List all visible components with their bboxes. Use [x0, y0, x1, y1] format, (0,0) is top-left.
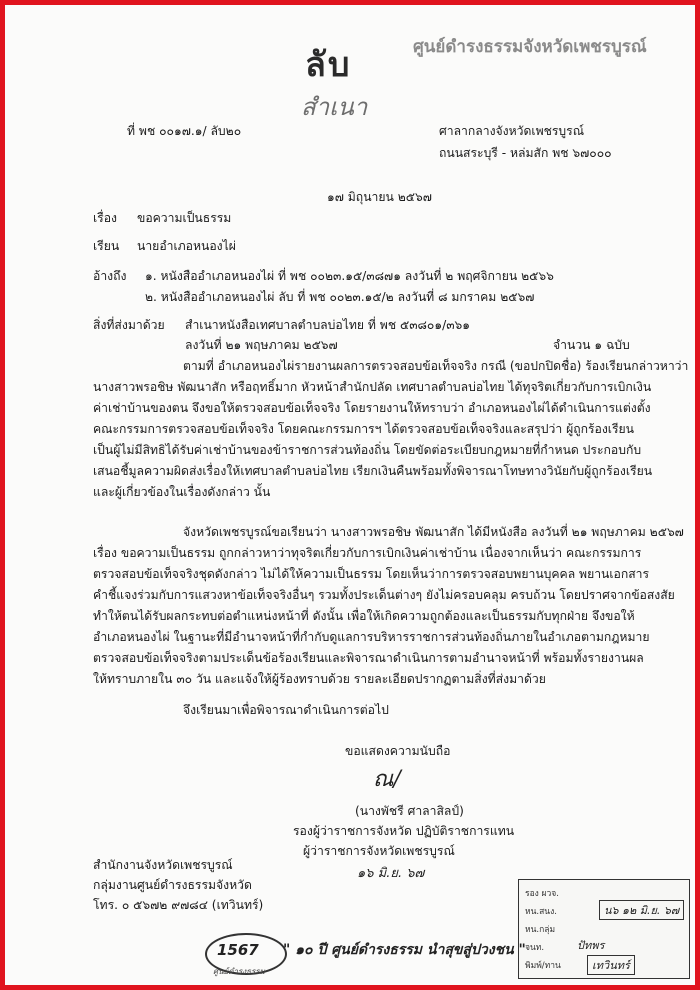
routing-box — [518, 879, 690, 979]
center-name-stamp: ศูนย์ดำรงธรรมจังหวัดเพชรบูรณ์ — [413, 37, 647, 57]
copy-stamp: สำเนา — [301, 93, 368, 121]
regards-line: ขอแสดงความนับถือ — [345, 744, 451, 758]
body-line: เป็นผู้ไม่มีสิทธิได้รับค่าเช่าบ้านของข้าราชการส่วนท้องถิ่น โดยขัดต่อระเบียบกฎหมายที่กำหนด ประกอบกับ — [93, 443, 642, 457]
routing-row-label: หน.กลุ่ม — [525, 925, 556, 935]
routing-row-label: พิมพ์/ทาน — [525, 961, 561, 971]
routing-row-label: รอง ผวจ. — [525, 889, 559, 899]
reference-item: ๑. หนังสืออำเภอหนองไผ่ ที่ พช ๐๐๒๓.๑๕/๓๘๗๑ ลงวันที่ ๒ พฤศจิกายน ๒๕๖๖ — [145, 269, 554, 283]
body-line: จังหวัดเพชรบูรณ์ขอเรียนว่า นางสาวพรอชิษ พัฒนาสัก ได้มีหนังสือ ลงวันที่ ๒๑ พฤษภาคม ๒๕๖๗ — [183, 525, 684, 539]
signatory-name: (นางพัชรี ศาลาสิลป์) — [355, 804, 464, 818]
footer-slogan: " ๑๐ ปี ศูนย์ดำรงธรรม นำสุขสู่ปวงชน " — [283, 942, 526, 958]
routing-value: เทวินทร์ — [587, 955, 635, 975]
body-line: ตามที่ อำเภอหนองไผ่รายงานผลการตรวจสอบข้อเท็จจริง กรณี (ขอปกปิดชื่อ) ร้องเรียนกล่าวหาว่า — [183, 359, 689, 373]
logo-subtitle: ศูนย์ดำรงธรรม — [213, 967, 265, 976]
document-date: ๑๗ มิถุนายน ๒๕๖๗ — [327, 190, 432, 204]
signature-mark: ณ/ — [373, 767, 401, 792]
footer-unit: กลุ่มงานศูนย์ดำรงธรรมจังหวัด — [93, 878, 252, 892]
signature-date-note: ๑๖ มิ.ย. ๖๗ — [357, 866, 425, 881]
body-line: นางสาวพรอชิษ พัฒนาสัก หรือฤทธิ์มาก หัวหน้าสำนักปลัด เทศบาลตำบลบ่อไทย ได้ทุจริตเกี่ยวกับการเบิกเงิน — [93, 380, 652, 394]
closing-line: จึงเรียนมาเพื่อพิจารณาดำเนินการต่อไป — [183, 703, 389, 717]
body-line: คณะกรรมการตรวจสอบข้อเท็จจริง โดยคณะกรรมการฯ ได้ตรวจสอบข้อเท็จจริงและสรุปว่า ผู้ถูกร้องเรียน — [93, 422, 634, 436]
logo-number: 1567 — [217, 941, 259, 959]
enclosure-label: สิ่งที่ส่งมาด้วย — [93, 318, 165, 332]
body-line: และผู้เกี่ยวข้องในเรื่องดังกล่าว นั้น — [93, 485, 271, 499]
footer-phone: โทร. ๐ ๕๖๗๒ ๙๗๘๔ (เทวินทร์) — [93, 898, 264, 912]
body-line: ทำให้ตนได้รับผลกระทบต่อตำแหน่งหน้าที่ ดังนั้น เพื่อให้เกิดความถูกต้องและเป็นธรรมกับทุกฝ่าย จึงขอให้ — [93, 609, 635, 623]
signatory-position: ผู้ว่าราชการจังหวัดเพชรบูรณ์ — [303, 844, 455, 858]
recipient-value: นายอำเภอหนองไผ่ — [137, 239, 236, 253]
document-number: ที่ พช ๐๐๑๗.๑/ ลับ๒๐ — [127, 124, 242, 138]
enclosure-line: ลงวันที่ ๒๑ พฤษภาคม ๒๕๖๗ — [185, 338, 338, 352]
body-line: อำเภอหนองไผ่ ในฐานะที่มีอำนาจหน้าที่กำกับดูแลการบริหารราชการส่วนท้องถิ่นภายในอำเภอตามกฎหมาย — [93, 630, 650, 644]
signatory-position: รองผู้ว่าราชการจังหวัด ปฏิบัติราชการแทน — [293, 824, 515, 838]
reference-item: ๒. หนังสืออำเภอหนองไผ่ ลับ ที่ พช ๐๐๒๓.๑๕/๒ ลงวันที่ ๘ มกราคม ๒๕๖๗ — [145, 290, 535, 304]
routing-row-label: หน.สนง. — [525, 907, 557, 917]
recipient-label: เรียน — [93, 239, 120, 253]
body-line: เรื่อง ขอความเป็นธรรม ถูกกล่าวหาว่าทุจริตเกี่ยวกับการเบิกเงินค่าเช่าบ้าน เนื่องจากเห็นว่า คณะกรรมการ — [93, 546, 642, 560]
body-line: ตรวจสอบข้อเท็จจริงตามประเด็นข้อร้องเรียนและพิจารณาดำเนินการตามอำนาจหน้าที่ พร้อมทั้งรายงานผล — [93, 651, 644, 665]
body-line: ค่าเช่าบ้านของตน จึงขอให้ตรวจสอบข้อเท็จจริง โดยรายงานให้ทราบว่า อำเภอหนองไผ่ได้ดำเนินการแต่งตั้ง — [93, 401, 651, 415]
routing-value: น๖ ๑๒ มิ.ย. ๖๗ — [599, 900, 684, 920]
secret-stamp: ลับ — [305, 45, 352, 85]
body-line: ให้ทราบภายใน ๓๐ วัน และแจ้งให้ผู้ร้องทราบด้วย รายละเอียดปรากฏตามสิ่งที่ส่งมาด้วย — [93, 672, 546, 686]
body-line: คำชี้แจงร่วมกับการแสวงหาข้อเท็จจริงอื่นๆ รวมทั้งประเด็นต่างๆ ยังไม่ครอบคลุม ครบถ้วน โดยปราศจากข้อสงสัย — [93, 588, 675, 602]
organization-address: ถนนสระบุรี - หล่มสัก พช ๖๗๐๐๐ — [439, 146, 612, 160]
subject-value: ขอความเป็นธรรม — [137, 211, 232, 225]
footer-office: สำนักงานจังหวัดเพชรบูรณ์ — [93, 858, 233, 872]
enclosure-count: จำนวน ๑ ฉบับ — [553, 338, 630, 352]
routing-row-label: จนท. — [525, 943, 545, 953]
reference-label: อ้างถึง — [93, 269, 127, 283]
body-line: ตรวจสอบข้อเท็จจริงชุดดังกล่าว ไม่ได้ให้ความเป็นธรรม โดยเห็นว่าการตรวจสอบพยานบุคคล พยานเอกสาร — [93, 567, 650, 581]
subject-label: เรื่อง — [93, 211, 117, 225]
enclosure-line: สำเนาหนังสือเทศบาลตำบลบ่อไทย ที่ พช ๕๓๘๐๑/๓๖๑ — [185, 318, 471, 332]
body-line: เสนอชี้มูลความผิดส่งเรื่องให้เทศบาลตำบลบ่อไทย เรียกเงินคืนพร้อมทั้งพิจารณาโทษทางวินัยกับผู้ถูกร้องเรียน — [93, 464, 653, 478]
routing-value: ปัทพร — [577, 939, 605, 952]
issuing-organization: ศาลากลางจังหวัดเพชรบูรณ์ — [439, 124, 585, 138]
